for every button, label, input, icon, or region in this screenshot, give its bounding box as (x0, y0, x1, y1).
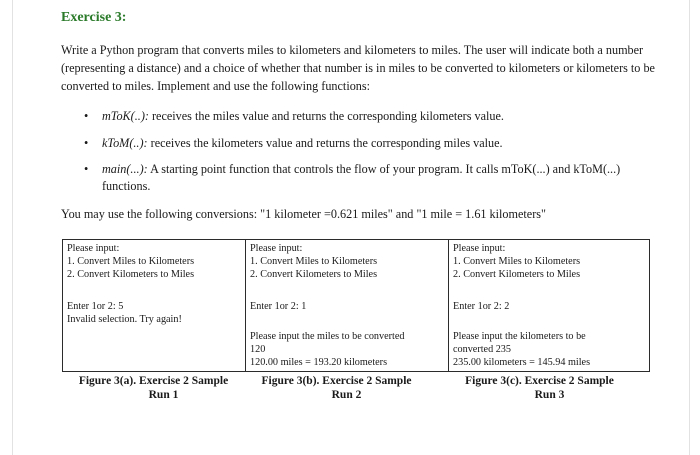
menu-block (453, 242, 645, 281)
menu-line: Please input: (67, 243, 120, 254)
menu-line: 1. Convert Miles to Kilometers (67, 256, 195, 267)
list-item (61, 161, 656, 194)
figure-caption-c: Figure 3(c). Exercise 2 Sample Run 3 (465, 375, 614, 401)
run-cell-3 (449, 240, 650, 372)
menu-line: Please input: (250, 243, 303, 254)
output-line: converted 235 (453, 344, 511, 355)
conversions-text: You may use the following conversions: "1 kilometer =0.621 miles" and "1 mile = 1.61 kilometers" (61, 207, 546, 221)
table-row (63, 240, 650, 372)
choice-block (67, 300, 241, 326)
bullet-icon: • (84, 162, 89, 176)
sample-runs-table (62, 239, 650, 372)
function-description: A starting point function that controls the flow of your program. It calls mToK(...) and kToM(...) functions. (102, 162, 621, 193)
menu-block (250, 242, 444, 281)
bullet-icon: • (84, 109, 89, 123)
function-list (61, 108, 656, 204)
output-line: 120 (250, 344, 266, 355)
output-block (250, 330, 444, 369)
choice-line: Enter 1or 2: 1 (250, 301, 307, 312)
function-description: receives the kilometers value and returns the corresponding miles value. (147, 135, 503, 150)
output-line: Please input the miles to be converted (250, 331, 405, 342)
menu-line: 1. Convert Miles to Kilometers (250, 256, 378, 267)
output-line: Invalid selection. Try again! (67, 314, 182, 325)
list-item (61, 108, 656, 125)
choice-block (250, 300, 444, 313)
intro-paragraph: Write a Python program that converts miles to kilometers and kilometers to miles. The user will indicate both a number (representing a distance) and a choice of whether that number is in miles to be converted to kilometers or kilometers to be converted to miles. Implement and use the following functions: (61, 43, 655, 93)
menu-line: Please input: (453, 243, 506, 254)
output-line: Please input the kilometers to be (453, 331, 586, 342)
figure-captions (62, 374, 636, 402)
output-block (453, 330, 645, 369)
choice-block (453, 300, 645, 313)
function-name: kToM(..): (102, 135, 148, 150)
menu-line: 2. Convert Kilometers to Miles (67, 269, 195, 280)
output-line: 120.00 miles = 193.20 kilometers (250, 357, 388, 368)
bullet-icon: • (84, 135, 89, 150)
choice-line: Enter 1or 2: 5 (67, 301, 124, 312)
exercise-title: Exercise 3: (61, 10, 127, 25)
choice-line: Enter 1or 2: 2 (453, 301, 510, 312)
figure-caption-b: Figure 3(b). Exercise 2 Sample Run 2 (261, 375, 412, 401)
menu-line: 2. Convert Kilometers to Miles (250, 269, 378, 280)
run-cell-1 (63, 240, 246, 372)
list-item (61, 135, 656, 152)
run-cell-2 (246, 240, 449, 372)
menu-line: 1. Convert Miles to Kilometers (453, 256, 581, 267)
function-description: receives the miles value and returns the corresponding kilometers value. (148, 109, 504, 123)
menu-block (67, 242, 241, 281)
menu-line: 2. Convert Kilometers to Miles (453, 269, 581, 280)
function-name: main(...): (102, 162, 148, 176)
figure-caption-a: Figure 3(a). Exercise 2 Sample Run 1 (78, 375, 229, 401)
output-line: 235.00 kilometers = 145.94 miles (453, 357, 591, 368)
function-name: mToK(..): (102, 109, 149, 123)
